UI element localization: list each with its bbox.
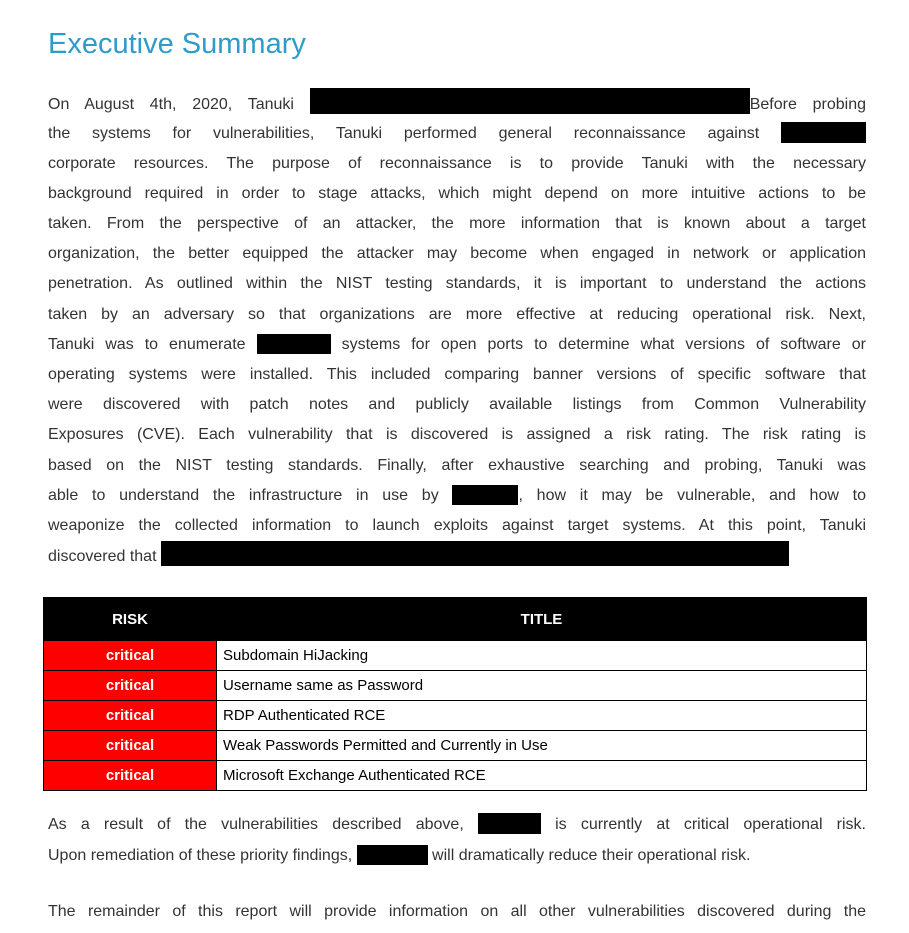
redaction-bar bbox=[161, 541, 789, 566]
text-segment: Upon remediation of these priority findings, bbox=[48, 846, 357, 864]
finding-row bbox=[44, 641, 867, 671]
text-segment: is currently at critical operational risk. bbox=[540, 816, 866, 834]
text-segment: discovered that bbox=[48, 548, 161, 566]
redaction-bar bbox=[257, 334, 331, 354]
risk-summary-paragraph bbox=[48, 810, 866, 870]
text-line bbox=[48, 841, 866, 871]
text-line bbox=[48, 269, 866, 299]
text-segment: background required in order to stage attacks, which might depend on more intuitive actions to be bbox=[48, 184, 866, 202]
finding-row bbox=[44, 731, 867, 761]
text-line bbox=[48, 541, 866, 571]
closing-paragraph bbox=[48, 897, 866, 927]
text-segment: Tanuki was to enumerate bbox=[48, 335, 257, 353]
text-segment: On August 4th, 2020, Tanuki bbox=[48, 96, 310, 114]
text-line bbox=[48, 330, 866, 360]
table-header-row bbox=[44, 598, 867, 641]
text-line bbox=[48, 119, 866, 149]
finding-title-cell: Subdomain HiJacking bbox=[217, 641, 867, 671]
text-line bbox=[48, 390, 866, 420]
text-segment: Before probing bbox=[749, 96, 866, 114]
risk-badge-cell: critical bbox=[44, 641, 217, 671]
redaction-bar bbox=[452, 485, 518, 505]
risk-badge-cell: critical bbox=[44, 671, 217, 701]
text-line bbox=[48, 239, 866, 269]
page-title: Executive Summary bbox=[48, 28, 306, 60]
text-line bbox=[48, 360, 866, 390]
finding-title-cell: Weak Passwords Permitted and Currently in Use bbox=[217, 731, 867, 761]
text-line bbox=[48, 179, 866, 209]
text-segment: Exposures (CVE). Each vulnerability that is discovered is assigned a risk rating. The risk rating is bbox=[48, 426, 866, 444]
text-segment: based on the NIST testing standards. Finally, after exhaustive searching and probing, Tanuki was bbox=[48, 456, 866, 474]
text-segment: As a result of the vulnerabilities described above, bbox=[48, 816, 478, 834]
title-column-header: TITLE bbox=[217, 598, 867, 641]
text-line bbox=[48, 897, 866, 927]
finding-title-cell: Username same as Password bbox=[217, 671, 867, 701]
text-segment: systems for open ports to determine what versions of software or bbox=[330, 335, 866, 353]
text-line bbox=[48, 481, 866, 511]
text-line bbox=[48, 810, 866, 840]
redaction-bar bbox=[357, 845, 428, 865]
intro-paragraph bbox=[48, 88, 866, 571]
finding-title-cell: Microsoft Exchange Authenticated RCE bbox=[217, 761, 867, 791]
text-line bbox=[48, 451, 866, 481]
risk-column-header: RISK bbox=[44, 598, 217, 641]
text-segment: the systems for vulnerabilities, Tanuki performed general reconnaissance against bbox=[48, 124, 781, 142]
finding-title-cell: RDP Authenticated RCE bbox=[217, 701, 867, 731]
redaction-bar bbox=[781, 122, 866, 143]
findings-table bbox=[43, 597, 867, 791]
text-segment: corporate resources. The purpose of reconnaissance is to provide Tanuki with the necessary bbox=[48, 154, 866, 172]
text-line bbox=[48, 209, 866, 239]
risk-badge-cell: critical bbox=[44, 761, 217, 791]
text-line bbox=[48, 88, 866, 118]
text-segment: were discovered with patch notes and publicly available listings from Common Vulnerability bbox=[48, 396, 866, 414]
text-line bbox=[48, 511, 866, 541]
text-segment: will dramatically reduce their operational risk. bbox=[427, 846, 751, 864]
text-segment: taken. From the perspective of an attacker, the more information that is known about a target bbox=[48, 215, 866, 233]
redaction-bar bbox=[478, 813, 541, 834]
risk-badge-cell: critical bbox=[44, 701, 217, 731]
text-segment: able to understand the infrastructure in use by bbox=[48, 486, 453, 504]
text-segment: organization, the better equipped the attacker may become when engaged in network or application bbox=[48, 245, 866, 263]
redaction-bar bbox=[310, 88, 750, 114]
text-line bbox=[48, 149, 866, 179]
finding-row bbox=[44, 671, 867, 701]
text-segment: The remainder of this report will provide information on all other vulnerabilities discovered during the bbox=[48, 902, 866, 920]
risk-badge-cell: critical bbox=[44, 731, 217, 761]
text-segment: , how it may be vulnerable, and how to bbox=[518, 486, 866, 504]
text-line bbox=[48, 420, 866, 450]
text-segment: taken by an adversary so that organizations are more effective at reducing operational risk. Next, bbox=[48, 305, 866, 323]
text-segment: weaponize the collected information to launch exploits against target systems. At this point, Tanuki bbox=[48, 516, 866, 534]
text-segment: penetration. As outlined within the NIST testing standards, it is important to understand the actions bbox=[48, 275, 866, 293]
text-line bbox=[48, 300, 866, 330]
text-segment: operating systems were installed. This included comparing banner versions of specific software that bbox=[48, 366, 866, 384]
finding-row bbox=[44, 701, 867, 731]
finding-row bbox=[44, 761, 867, 791]
